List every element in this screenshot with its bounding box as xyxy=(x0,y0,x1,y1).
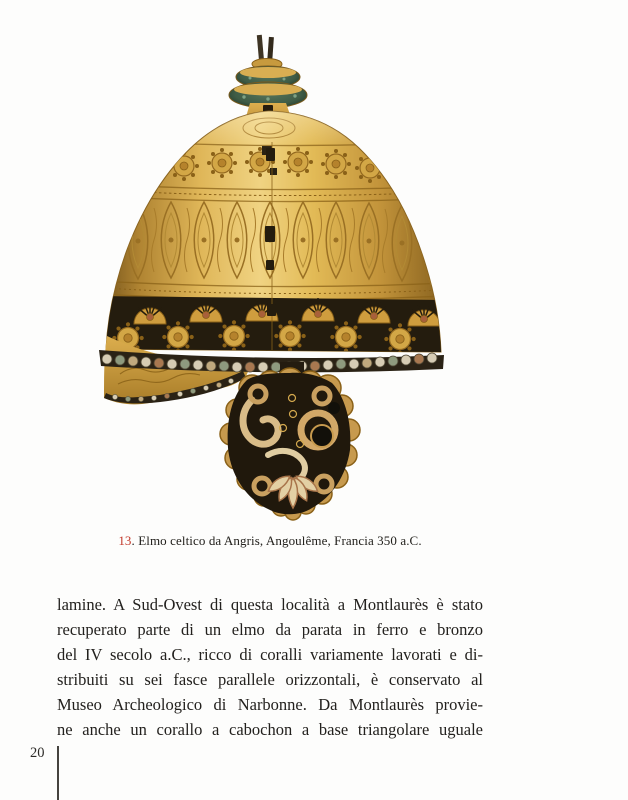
body-line: recuperato parte di un elmo da parata in ferro e bronzo xyxy=(57,620,483,639)
body-line: ne anche un corallo a cabochon a base triangolare uguale xyxy=(57,720,483,739)
helmet-dome xyxy=(100,105,450,355)
page-margin-rule xyxy=(57,746,59,800)
figure-caption xyxy=(57,533,483,549)
body-line: del IV secolo a.C., ricco di coralli variamente lavorati e di- xyxy=(57,645,483,664)
helmet-cheek-pendant xyxy=(220,362,360,520)
body-line: stribuiti su sei fasce parallele orizzontali, è conservato al xyxy=(57,670,483,689)
body-line: Museo Archeologico di Narbonne. Da Montlaurès provie- xyxy=(57,695,483,714)
page-number: 20 xyxy=(30,745,45,761)
caption-text: . Elmo celtico da Angris, Angoulême, Francia 350 a.C. xyxy=(131,533,422,548)
caption-number: 13 xyxy=(118,533,132,548)
body-text xyxy=(57,592,483,742)
body-line: lamine. A Sud-Ovest di questa località a Montlaurès è stato xyxy=(57,595,483,614)
